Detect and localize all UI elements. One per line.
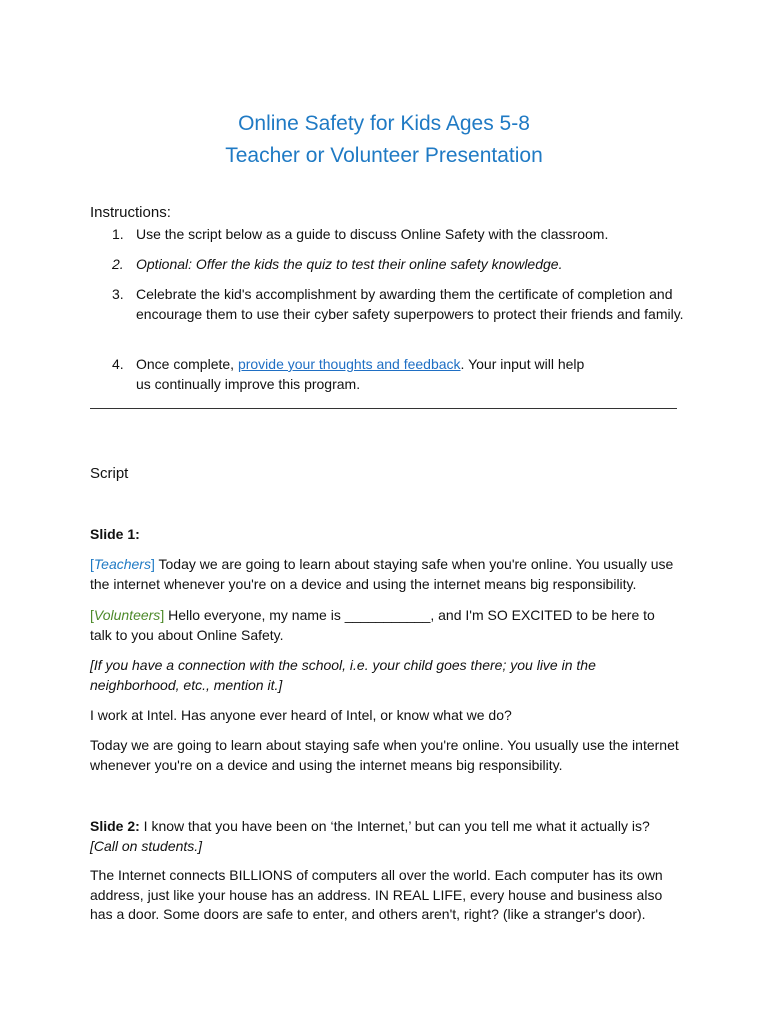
instruction-text-post: . Your input will help <box>460 356 585 372</box>
volunteers-text: Hello everyone, my name is ___________, and I'm SO EXCITED to be here to talk to you about Online Safety. <box>90 607 655 643</box>
teachers-text: Today we are going to learn about staying safe when you're online. You usually use the internet whenever you're on a device and using the internet means big responsibility. <box>90 556 674 592</box>
intel-paragraph: I work at Intel. Has anyone ever heard of Intel, or know what we do? <box>90 707 512 723</box>
list-number: 4. <box>112 356 124 372</box>
list-number: 1. <box>112 226 124 242</box>
volunteers-tag: Volunteers <box>93 607 161 623</box>
list-number: 2. <box>112 256 124 272</box>
slide2-note: [Call on students.] <box>90 837 203 854</box>
instruction-text-pre: Once complete, <box>136 356 238 372</box>
slide2-text: I know that you have been on ‘the Internet,’ but can you tell me what it actually is? <box>139 818 650 834</box>
instruction-text: Celebrate the kid's accomplishment by awarding them the certificate of completion and encourage them to use their cyber safety superpowers to protect their friends and family. <box>136 286 684 322</box>
teachers-paragraph: [Teachers] Today we are going to learn about staying safe when you're online. You usually use the internet whenever you're on a device and using the internet means big responsibility. <box>90 556 674 592</box>
slide2-label: Slide 2: <box>90 818 140 834</box>
section-divider <box>90 408 677 409</box>
slide1-label: Slide 1: <box>90 526 140 542</box>
page-subtitle: Teacher or Volunteer Presentation <box>225 144 543 167</box>
internet-paragraph: The Internet connects BILLIONS of computers all over the world. Each computer has its own address, just like your house has an address. IN REAL LIFE, every house and business also has a door. Some doors are safe to enter, and others aren't, right? (like a stranger's door). <box>90 867 663 922</box>
teachers-tag: Teachers <box>93 556 151 572</box>
instruction-text: Use the script below as a guide to discuss Online Safety with the classroom. <box>136 226 609 242</box>
instruction-text <box>136 355 686 394</box>
instruction-text: Optional: Offer the kids the quiz to test their online safety knowledge. <box>136 256 563 272</box>
instructions-heading: Instructions: <box>90 204 171 221</box>
slide2-paragraph <box>90 817 680 856</box>
feedback-link[interactable]: provide your thoughts and feedback <box>237 356 461 372</box>
script-heading: Script <box>90 465 129 482</box>
volunteers-paragraph: [Volunteers] Hello everyone, my name is ___________, and I'm SO EXCITED to be here to talk to you about Online Safety. <box>90 607 655 643</box>
list-number: 3. <box>112 286 124 302</box>
connection-note: [If you have a connection with the school, i.e. your child goes there; you live in the neighborhood, etc., mention it.] <box>90 657 596 693</box>
today-paragraph: Today we are going to learn about staying safe when you're online. You usually use the internet whenever you're on a device and using the internet means big responsibility. <box>90 737 679 773</box>
instruction-text-post-2: us continually improve this program. <box>136 375 361 392</box>
page-title: Online Safety for Kids Ages 5-8 <box>238 112 530 135</box>
